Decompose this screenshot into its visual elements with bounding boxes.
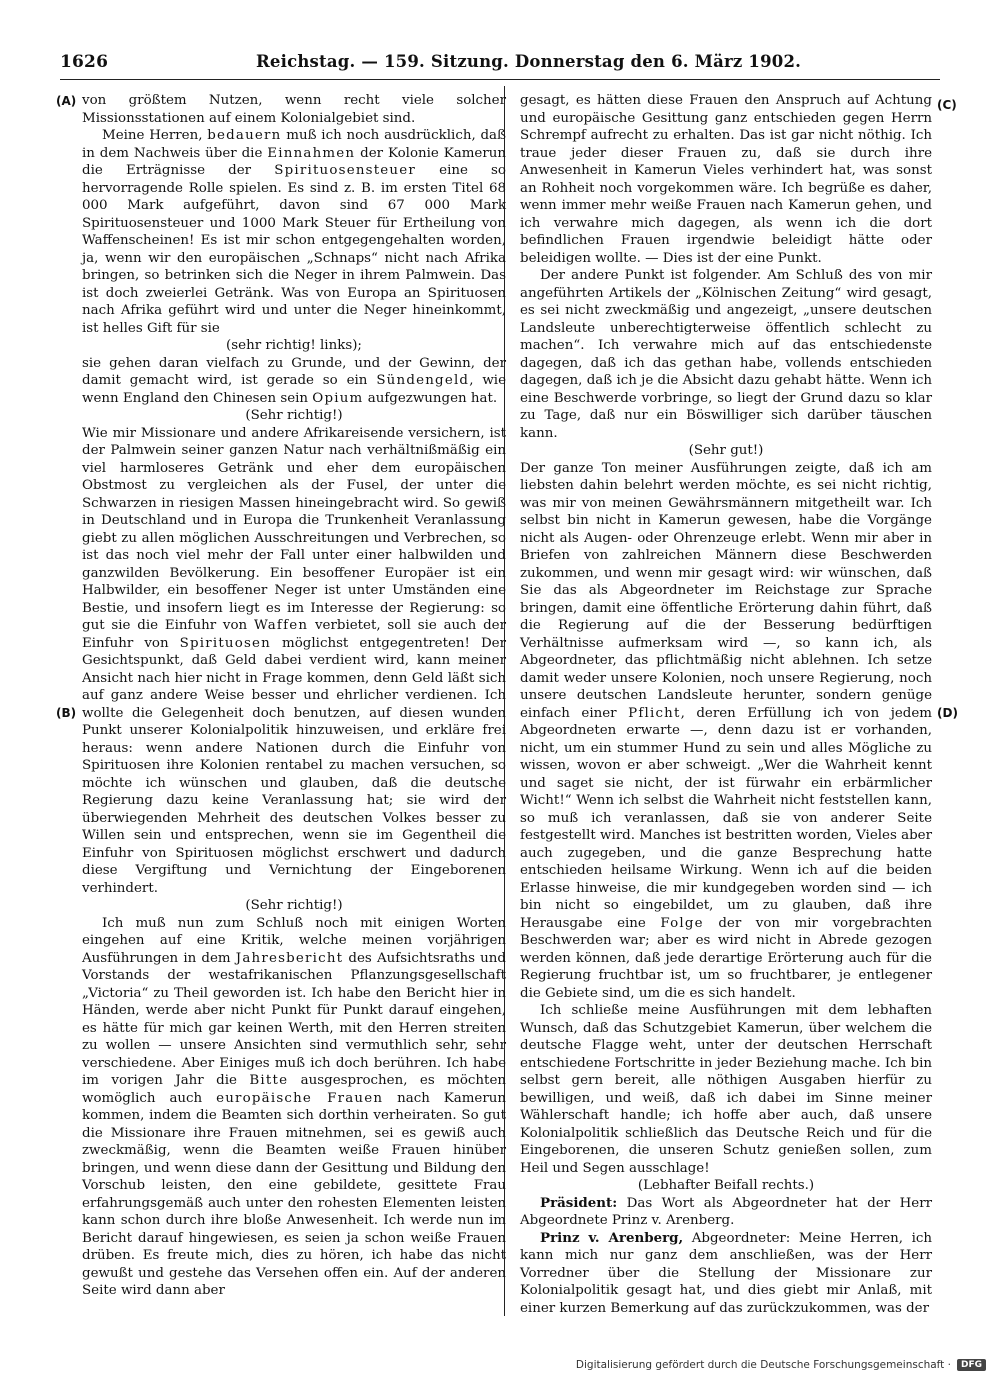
interjection: (Sehr richtig!): [245, 408, 343, 423]
interjection: (Sehr gut!): [688, 443, 764, 458]
paragraph: Präsident: Das Wort als Abgeordneter hat der Herr Abgeordnete Prinz v. Arenberg.: [520, 1194, 932, 1228]
digitization-footer: [576, 1359, 986, 1371]
paragraph: Ich muß nun zum Schluß noch mit einigen Worten eingehen auf eine Kritik, welche meinen vorjährigen Ausführungen in dem Jahresbericht des Aufsichtsraths und Vorstands der westafrikanischen Pflanzungsgesellschaft „Victoria“ zu Theil geworden ist. Ich habe den Bericht hier in Händen, werde aber nicht Punkt für Punkt darauf eingehen, es hätte für mich gar keinen Werth, mit den Herren streiten zu wollen — unsere Ansichten sind vermuthlich sehr, sehr verschiedene. Aber Einiges muß ich doch berühren. Ich habe im vorigen Jahr die Bitte ausgesprochen, es möchten womöglich auch europäische Frauen nach Kamerun kommen, indem die Beamten sich dorthin verheiraten. So gut die Missionare ihre Frauen mitnehmen, sei es gewiß auch zweckmäßig, wenn die Beamten weiße Frauen hinüber bringen, und wenn diese dann der Gesittung und Bildung den Vorschub leisten, den eine gebildete, gesittete Frau erfahrungsgemäß auch unter den rohesten Elementen leisten kann schon durch ihre bloße Anwesenheit. Ich werde nun im Bericht darauf hingewiesen, es seien ja schon weiße Frauen drüben. Es freute mich, dies zu hören, ich habe das nicht gewußt und gestehe das Versehen offen ein. Auf der anderen Seite wird dann aber: [82, 915, 506, 1298]
dfg-logo: DFG: [957, 1359, 986, 1371]
interjection: (sehr richtig! links);: [226, 338, 362, 353]
paragraph: sie gehen daran vielfach zu Grunde, und der Gewinn, der damit gemacht wird, ist gerade so ein Sündengeld, wie wenn England den Chinesen sein Opium aufgezwungen hat.: [82, 355, 507, 406]
paragraph: Prinz v. Arenberg, Abgeordneter: Meine Herren, ich kann mich nur ganz dem anschließen, was der Herr Vorredner über die Stellung der Missionare zur Kolonialpolitik gesagt hat, und dies giebt mir Anlaß, mit einer kurzen Bemerkung auf das zurückzukommen, was der: [520, 1229, 932, 1316]
paragraph: Meine Herren, bedauern muß ich noch ausdrücklich, daß in dem Nachweis über die Einnahmen der Kolonie Kamerun die Erträgnisse der Spirituosensteuer eine so hervorragende Rolle spielen. Es sind z. B. im ersten Titel 68 000 Mark aufgeführt, davon sind 67 000 Mark Spirituosensteuer und 1000 Mark Steuer für Ertheilung von Waffenscheinen! Es ist mir schon entgegengehalten worden, ja, wenn wir den europäischen „Schnaps“ nicht nach Afrika bringen, so betrinken sich die Neger in ihrem Palmwein. Das ist doch zweierlei Getränk. Was von Europa an Spirituosen nach Afrika geführt wird und unter die Neger hineinkommt, ist helles Gift für sie: [82, 128, 506, 336]
interjection: (Lebhafter Beifall rechts.): [637, 1178, 815, 1193]
margin-marker-c: (C): [937, 98, 957, 112]
speaker-name: Prinz v. Arenberg,: [540, 1229, 684, 1246]
running-title: Reichstag. — 159. Sitzung. Donnerstag den 6. März 1902.: [256, 52, 802, 71]
interjection: (Sehr richtig!): [245, 898, 343, 913]
left-column: [82, 92, 506, 1300]
paragraph: Der andere Punkt ist folgender. Am Schluß des von mir angeführten Artikels der „Kölnischen Zeitung“ wird gesagt, es sei nicht zweckmäßig und angezeigt, „unsere deutschen Landsleute unberechtigterweise öffentlich schlecht zu machen“. Ich verwahre mich auf das entschiedenste dagegen, daß ich das gethan habe, vollends entschieden dagegen, daß ich je die Absicht dazu gehabt hätte. Wenn ich eine Beschwerde vorbringe, so liegt der Grund dazu so klar zu Tage, daß nur ein Böswilliger sich darüber täuschen kann.: [520, 268, 932, 441]
margin-marker-b: (B): [56, 706, 77, 720]
paragraph: Wie mir Missionare und andere Afrikareisende versichern, ist der Palmwein seiner ganzen Natur nach verhältnißmäßig ein viel harmloseres Getränk und eher dem europäischen Obstmost zu vergleichen als der Fusel, der unter die Schwarzen in riesigen Massen hineingebracht wird. So gewiß in Deutschland und in Europa die Trunkenheit Veranlassung giebt zu allen möglichen Ausschreitungen und Verbrechen, so ist das noch viel mehr der Fall unter einer halbwilden und ganzwilden Bevölkerung. Ein besoffener Europäer ist ein Halbwilder, ein besoffener Neger ist unter Umständen eine Bestie, und insofern liegt es im Interesse der Regierung: so gut sie die Einfuhr von Waffen verbietet, soll sie auch der Einfuhr von Spirituosen möglichst entgegentreten! Der Gesichtspunkt, daß Geld dabei verdient wird, kann meiner Ansicht nach hier nicht in Frage kommen, denn Geld läßt sich auf ganz andere Weise besser und ehrlicher verdienen. Ich wollte die Gelegenheit doch benutzen, auf diesen wunden Punkt unserer Kolonialpolitik hinzuweisen, und erkläre frei heraus: wenn andere Nationen durch die Einfuhr von Spirituosen ihre Kolonien rentabel zu machen versuchen, so möchte ich wünschen und glauben, daß die deutsche Regierung dazu keine Veranlassung hat; sie wird der überwiegenden Mehrheit des deutschen Volkes besser zu Willen sein und entsprechen, wenn sie im Gegentheil die Einfuhr von Spirituosen möglichst erschwert und dadurch diese Vergiftung und Vernichtung der Eingeborenen verhindert.: [82, 425, 506, 896]
paragraph: Ich schließe meine Ausführungen mit dem lebhaften Wunsch, daß das Schutzgebiet Kamerun, über welchem die deutsche Flagge weht, unter der deutschen Herrschaft entschiedene Fortschritte in jeder Beziehung mache. Ich bin selbst gern bereit, alle nöthigen Ausgaben hierfür zu bewilligen, und weiß, daß ich dabei im Sinne meiner Wählerschaft handle; ich hoffe aber auch, daß unsere Kolonialpolitik schließlich das Deutsche Reich und für die Eingeborenen, die unseren Schutz genießen sollen, zum Heil und Segen ausschlage!: [520, 1003, 932, 1176]
margin-marker-a: (A): [56, 94, 77, 108]
page-header: [60, 52, 940, 78]
right-column: [520, 92, 932, 1317]
margin-marker-d: (D): [937, 706, 958, 720]
speaker-name: Präsident:: [540, 1194, 618, 1211]
paragraph: gesagt, es hätten diese Frauen den Anspruch auf Achtung und europäische Gesittung ganz entschieden gegen Herrn Schrempf aufrecht zu erhalten. Das ist gar nicht nöthig. Ich traue jeder dieser Frauen zu, daß sie durch ihre Anwesenheit in Kamerun Vieles verhindert hat, was sonst an Rohheit noch vorgekommen wäre. Ich begrüße es daher, wenn immer mehr weiße Frauen nach Kamerun gehen, und ich verwahre mich dagegen, als wenn ich die dort befindlichen Frauen irgendwie beleidigt hätte oder beleidigen wollte. — Dies ist der eine Punkt.: [520, 93, 932, 266]
footer-text: Digitalisierung gefördert durch die Deutsche Forschungsgemeinschaft ·: [575, 1359, 951, 1371]
page-number: 1626: [60, 52, 109, 72]
paragraph: Der ganze Ton meiner Ausführungen zeigte, daß ich am liebsten dahin belehrt werden möchte, es sei nicht richtig, was mir von meinen Gewährsmännern mitgetheilt war. Ich selbst bin nicht in Kamerun gewesen, habe die Vorgänge nicht als Augen- oder Ohrenzeuge erlebt. Wenn mir aber in Briefen von zahlreichen Männern diese Beschwerden zukommen, und wenn mir gesagt wird: wir wünschen, daß Sie das als Abgeordneter im Reichstage zur Sprache bringen, damit eine öffentliche Erörterung dahin führt, daß die Regierung auf die der Besserung bedürftigen Verhältnisse aufmerksam wird —, so kann ich, als Abgeordneter, das pflichtmäßig nicht ablehnen. Ich setze damit weder unsere Kolonien, noch unsere Regierung, noch unsere deutschen Landsleute herunter, sondern genüge einfach einer Pflicht, deren Erfüllung ich von jedem Abgeordneten erwarte —, denn dazu ist er vorhanden, nicht, um ein stummer Hund zu sein und alles Mögliche zu wissen, wovon er aber schweigt. „Wer die Wahrheit kennt und saget sie nicht, der ist fürwahr ein erbärmlicher Wicht!“ Wenn ich selbst die Wahrheit nicht feststellen kann, so muß ich veranlassen, daß sie von anderer Seite festgestellt wird. Manches ist bestritten worden, Vieles aber auch zugegeben, und die ganze Besprechung hatte entschieden heilsame Wirkung. Wenn ich auf die beiden Erlasse hinweise, die mir kundgegeben worden sind — ich bin nicht so eingebildet, um zu glauben, daß ihre Herausgabe eine Folge der von mir vorgebrachten Beschwerden war; aber es wird nicht in Abrede gezogen werden können, daß jede derartige Erörterung auch für die Regierung fruchtbar ist, um so fruchtbarer, je entlegener die Gebiete sind, um die es sich handelt.: [520, 460, 932, 1001]
header-rule: [60, 79, 940, 80]
paragraph: von größtem Nutzen, wenn recht viele solcher Missionsstationen auf einem Kolonialgebiet sind.: [82, 93, 506, 126]
